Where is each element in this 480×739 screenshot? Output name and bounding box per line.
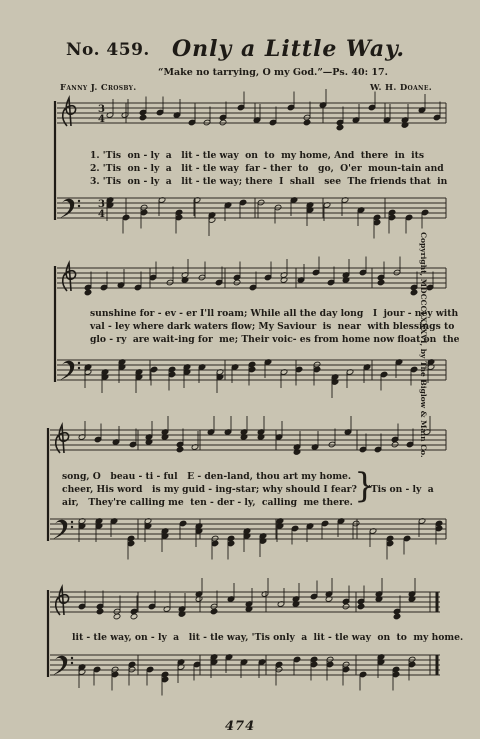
- lyric-verse3-line2: glo - ry are wait-ing for me; Their voic- es from home now float on the: [90, 334, 460, 345]
- lyric-refrain-line: lit - tle way, on - ly a lit - tle way, 'Tis only a lit - tle way on to my home.: [72, 632, 464, 643]
- notehead: [410, 289, 418, 296]
- page-number: 474: [225, 719, 256, 734]
- notehead: [342, 603, 350, 610]
- lyric-verse3-line1: 3. 'Tis on - ly a lit - tle way; there I shall see The friends that in: [90, 176, 448, 187]
- notehead: [219, 119, 227, 126]
- notehead: [357, 603, 365, 610]
- lyric-verse1-line2: sunshine for - ev - er I'll roam; While all the day long I jour - ney with: [90, 308, 459, 319]
- notehead: [393, 613, 401, 620]
- hymn-number: No. 459.: [66, 40, 150, 60]
- refrain-start-lyric: 'Tis on - ly a: [368, 484, 434, 495]
- notehead: [130, 613, 138, 620]
- notehead: [176, 446, 184, 453]
- scripture-epigraph: “Make no tarrying, O my God.”—Ps. 40: 17.: [158, 67, 388, 78]
- lyric-verse1-line1: 1. 'Tis on - ly a lit - tle way on to my home, And there in its: [90, 150, 425, 161]
- verse-brace: }: [354, 466, 376, 506]
- notehead: [391, 441, 399, 448]
- notehead: [210, 608, 218, 615]
- lyric-verse3-line3: air, They're calling me ten - der - ly, calling me there.: [62, 497, 353, 508]
- notehead: [84, 289, 92, 296]
- notehead: [336, 124, 344, 131]
- svg-text:3: 3: [98, 199, 105, 210]
- system-brackets: [48, 101, 55, 677]
- notehead: [113, 613, 121, 620]
- notehead: [377, 279, 385, 286]
- lyric-verse2-line1: 2. 'Tis on - ly a lit - tle way far - ther to go, O'er moun-tain and: [90, 163, 444, 174]
- staff-bass-1: [57, 198, 446, 218]
- bar-lines: [126, 103, 446, 675]
- notehead: [233, 279, 241, 286]
- lyricist-credit: Fanny J. Crosby.: [60, 83, 137, 93]
- staff-treble-2: [57, 268, 446, 288]
- svg-text:3: 3: [98, 104, 105, 115]
- svg-text:4: 4: [98, 209, 105, 220]
- notehead: [303, 119, 311, 126]
- hymn-title: Only a Little Way.: [172, 36, 406, 62]
- time-signatures: [98, 104, 105, 220]
- lyric-verse2-line3: cheer, His word is my guid - ing-star; why should I fear?: [62, 484, 357, 495]
- composer-credit: W. H. Doane.: [370, 83, 432, 93]
- lyric-verse2-line2: val - ley where dark waters flow; My Saviour is near with blessings to: [90, 321, 455, 332]
- treble-clefs: [56, 98, 76, 615]
- copyright-notice: Copyright, MDCCCLXXXVI, by The Biglow & Main Co.: [419, 232, 428, 458]
- lyric-verse1-line3: song, O beau - ti - ful E - den-land, thou art my home.: [62, 471, 352, 482]
- notehead: [139, 114, 147, 121]
- staff-treble-3: [50, 430, 446, 450]
- notehead: [96, 608, 104, 615]
- svg-text:4: 4: [98, 114, 105, 125]
